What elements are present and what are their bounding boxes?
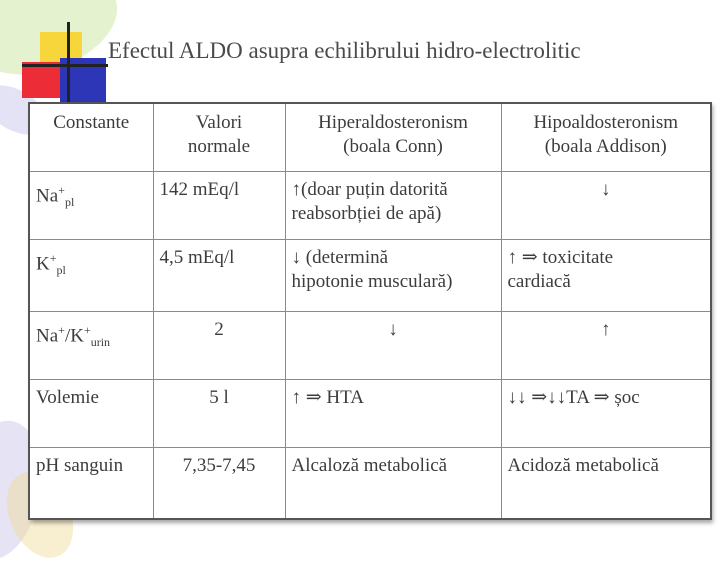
- header-constante: Constante: [29, 103, 153, 172]
- normal-value-cell: 142 mEq/l: [153, 172, 285, 240]
- logo-vertical-line: [67, 22, 70, 104]
- table-row: [29, 380, 711, 448]
- slide-title: Efectul ALDO asupra echilibrului hidro-electrolitic: [108, 38, 581, 63]
- normal-value-cell: 4,5 mEq/l: [153, 240, 285, 312]
- table-row: [29, 172, 711, 240]
- hyper-cell: Alcaloză metabolică: [285, 448, 501, 520]
- hypo-cell: ↑ ⇒ toxicitate cardiacă: [501, 240, 711, 312]
- constant-cell: Volemie: [29, 380, 153, 448]
- hyper-cell: ↑ ⇒ HTA: [285, 380, 501, 448]
- table-row: [29, 240, 711, 312]
- hyper-cell: ↓ (determină hipotonie musculară): [285, 240, 501, 312]
- header-hiperaldosteronism: Hiperaldosteronism (boala Conn): [285, 103, 501, 172]
- hyper-cell: ↓: [285, 312, 501, 380]
- normal-value-cell: 7,35-7,45: [153, 448, 285, 520]
- constant-cell: $Na^+_{pl}$: [29, 172, 153, 240]
- hyper-cell: ↑(doar puțin datorită reabsorbției de apă): [285, 172, 501, 240]
- table-row: [29, 312, 711, 380]
- normal-value-cell: 5 l: [153, 380, 285, 448]
- hypo-cell: ↑: [501, 312, 711, 380]
- constant-cell: $K^+_{pl}$: [29, 240, 153, 312]
- header-valori-normale: Valori normale: [153, 103, 285, 172]
- hypo-cell: Acidoză metabolică: [501, 448, 711, 520]
- electrolyte-table-container: [28, 102, 710, 520]
- hypo-cell: ↓↓ ⇒↓↓TA ⇒ șoc: [501, 380, 711, 448]
- logo-horizontal-line: [22, 64, 108, 67]
- constant-cell: $Na^+/K^+_{urin}$: [29, 312, 153, 380]
- table-header-row: [29, 103, 711, 172]
- table-row: [29, 448, 711, 520]
- header-hipoaldosteronism: Hipoaldosteronism (boala Addison): [501, 103, 711, 172]
- hypo-cell: ↓: [501, 172, 711, 240]
- electrolyte-table: [28, 102, 712, 520]
- normal-value-cell: 2: [153, 312, 285, 380]
- constant-cell: pH sanguin: [29, 448, 153, 520]
- logo-square-red: [22, 62, 60, 98]
